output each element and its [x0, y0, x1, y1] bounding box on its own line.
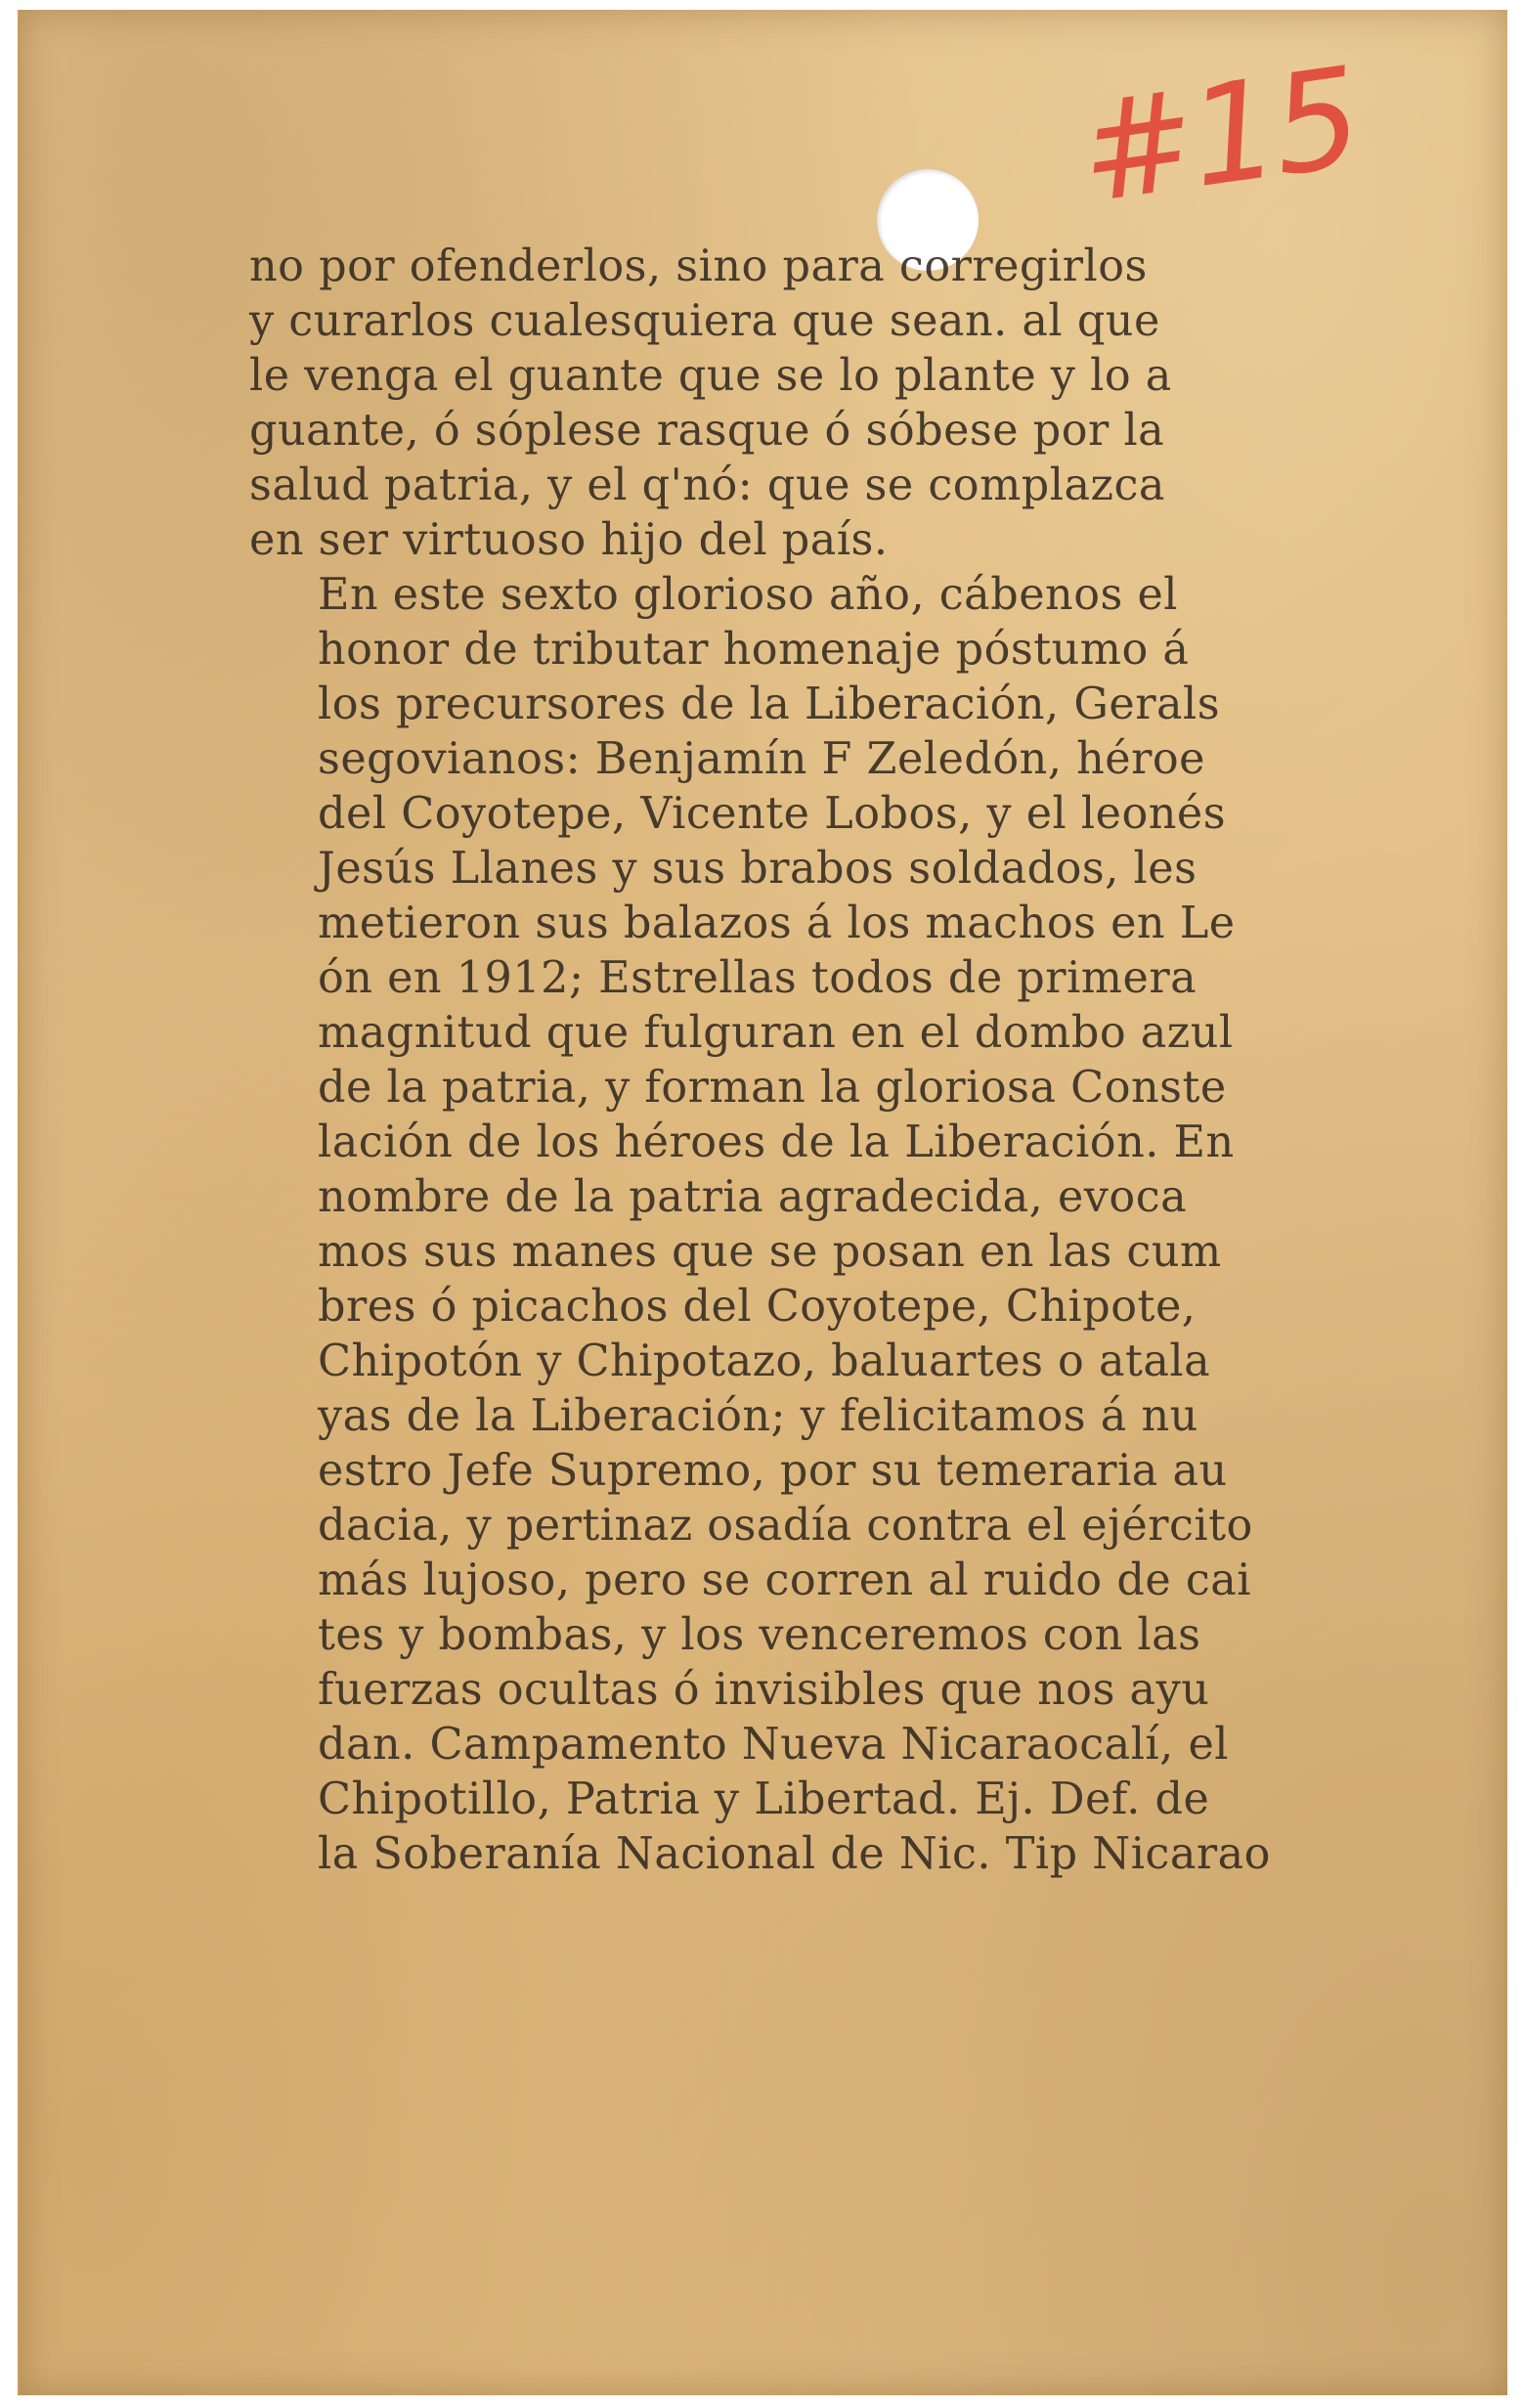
text-line: y curarlos cualesquiera que sean. al que: [249, 296, 1160, 346]
text-line: segovianos: Benjamín F Zeledón, héroe: [318, 734, 1206, 784]
text-line: mos sus manes que se posan en las cum: [318, 1227, 1222, 1277]
text-line: tes y bombas, y los venceremos con las: [318, 1610, 1201, 1660]
text-line: del Coyotepe, Vicente Lobos, y el leonés: [318, 789, 1227, 839]
text-line: de la patria, y forman la gloriosa Conste: [318, 1063, 1227, 1113]
text-line: dacia, y pertinaz osadía contra el ejército: [318, 1501, 1253, 1551]
text-line: honor de tributar homenaje póstumo á: [318, 625, 1190, 675]
text-line: En este sexto glorioso año, cábenos el: [318, 570, 1179, 620]
text-line: nombre de la patria agradecida, evoca: [318, 1172, 1188, 1222]
text-line: estro Jefe Supremo, por su temeraria au: [318, 1446, 1228, 1496]
printed-text-body: [249, 240, 1442, 1882]
text-line: le venga el guante que se lo plante y lo a: [249, 351, 1172, 401]
text-line: Jesús Llanes y sus brabos soldados, les: [318, 844, 1197, 894]
text-line: ón en 1912; Estrellas todos de primera: [318, 953, 1197, 1003]
text-line: dan. Campamento Nueva Nicaraocalí, el: [318, 1720, 1230, 1770]
text-line: los precursores de la Liberación, Gerals: [318, 679, 1221, 729]
document-page: [18, 10, 1507, 2395]
text-line: salud patria, y el q'nó: que se complazca: [249, 460, 1165, 510]
paragraph-1: [249, 240, 1442, 568]
text-line: en ser virtuoso hijo del país.: [249, 515, 889, 565]
text-line: Chipotillo, Patria y Libertad. Ej. Def. de: [318, 1774, 1210, 1824]
handwritten-number-annotation: #15: [1069, 38, 1368, 235]
text-line: la Soberanía Nacional de Nic. Tip Nicarao: [318, 1829, 1271, 1879]
text-line: Chipotón y Chipotazo, baluartes o atala: [318, 1336, 1211, 1386]
text-line: no por ofenderlos, sino para corregirlos: [249, 241, 1148, 291]
text-line: más lujoso, pero se corren al ruido de cai: [318, 1555, 1252, 1605]
text-line: magnitud que fulguran en el dombo azul: [318, 1008, 1234, 1058]
text-line: guante, ó sóplese rasque ó sóbese por la: [249, 406, 1165, 456]
text-line: metieron sus balazos á los machos en Le: [318, 898, 1236, 948]
text-line: fuerzas ocultas ó invisibles que nos ayu: [318, 1665, 1210, 1715]
text-line: bres ó picachos del Coyotepe, Chipote,: [318, 1282, 1197, 1332]
text-line: lación de los héroes de la Liberación. En: [318, 1117, 1235, 1167]
text-line: yas de la Liberación; y felicitamos á nu: [318, 1391, 1198, 1441]
paragraph-2: [249, 568, 1442, 1882]
